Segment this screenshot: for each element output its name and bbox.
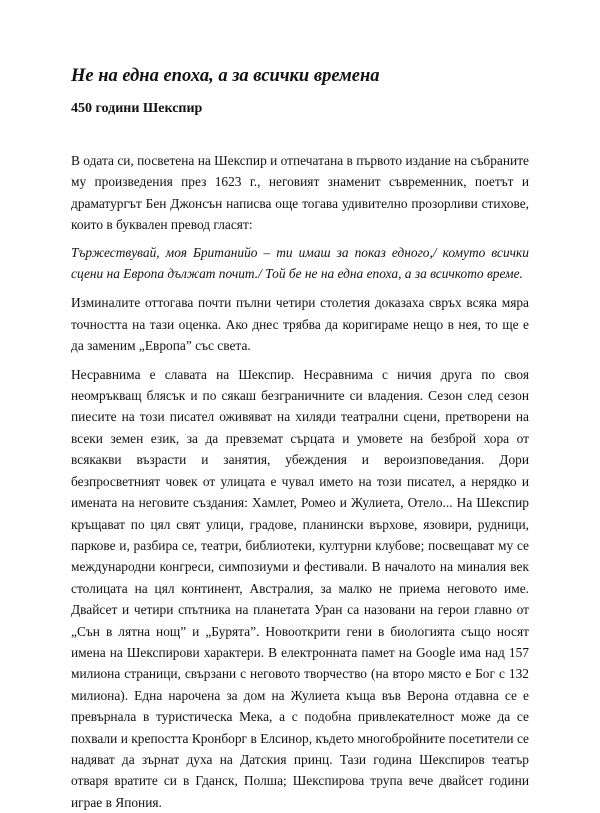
- document-subtitle: 450 години Шекспир: [71, 101, 203, 116]
- paragraph-quote: Тържествувай, моя Британийо – ти имаш за показ едного,/ комуто всички сцени на Европа дължат почит./ Той бе не на една епоха, а за всичкото време.: [71, 244, 529, 282]
- document-page: [71, 64, 529, 813]
- paragraph-assessment: Изминалите оттогава почти пълни четири столетия доказаха свръх всяка мяра точността на тази оценка. Ако днес трябва да коригираме нещо в нея, то ще е да заменим „Европа” със света.: [71, 295, 529, 354]
- paragraph-intro: В одата си, посветена на Шекспир и отпечатана в първото издание на събраните му произведения през 1623 г., неговият знаменит съвременник, поетът и драматургът Бен Джонсън написва още тогава удивително прозорливи стихове, които в буквален превод гласят:: [71, 153, 529, 233]
- document-title: Не на една епоха, а за всички времена: [71, 66, 380, 86]
- paragraph-fame: Несравнима е славата на Шекспир. Несравнима с ничия друга по своя неомръкващ блясък и по сякаш безграничните си владения. Сезон след сезон пиесите на този писател оживяват на хиляди театрални сцени, претворени на всеки земен език, за да превземат сърцата и умовете на безброй хора от всякакви възрасти и занятия, убеждения и вероизповедания. Дори безпросветният човек от улицата е чувал името на този писател, а нерядко и имената на неговите създания: Хамлет, Ромео и Жулиета, Отело... На Шекспир кръщават по цял свят улици, градове, планински върхове, язовири, рудници, паркове и, разбира се, театри, библиотеки, културни клубове; посвещават му се международни конгреси, симпозиуми и фестивали. В началото на миналия век столицата на цял континент, Австралия, за малко не приема неговото име. Двайсет и четири спътника на планетата Уран са назовани на герои главно от „Сън в лятна нощ” и „Бурята”. Новооткрити гени в биологията също носят имена на Шекспирови характери. В електронната памет на Google има над 157 милиона страници, свързани с неговото творчество (на второ място е Бог с 132 милиона). Една нарочена за дом на Жулиета къща във Верона отдавна се е превърнала в туристическа Мека, а с подобна привлекателност може да се похвали и крепостта Кронборг в Елсинор, където многобройните посетители се надяват да зърнат духа на Датския принц. Тази година Шекспиров театър отваря вратите си в Гданск, Полша; Шекспирова трупа вече двайсет години играе в Япония.: [71, 366, 529, 810]
